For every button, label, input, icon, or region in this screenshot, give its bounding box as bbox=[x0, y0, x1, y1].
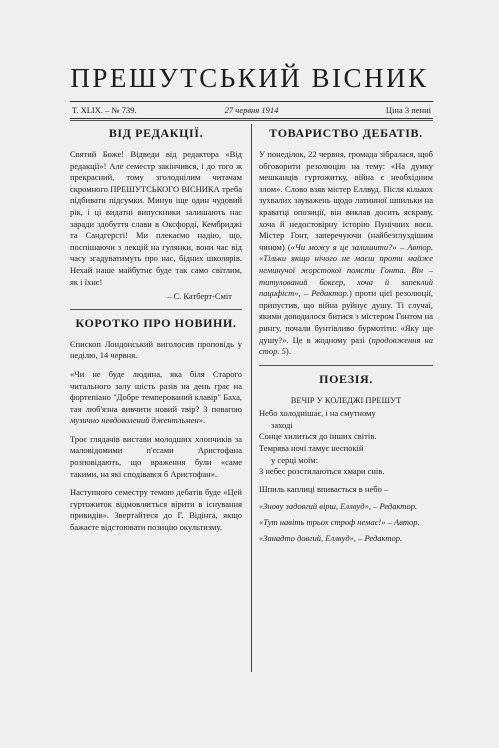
issue-price: Ціна 3 пенні bbox=[385, 105, 431, 115]
poem-line: Небо холоднішає, і на смутному bbox=[259, 408, 376, 419]
poem-note: «Знову задовгий вірш, Еллвуд», – Редактор. bbox=[259, 501, 418, 512]
left-column bbox=[70, 124, 242, 541]
news-item-aristophanes: Троє глядачів вистави молодших хлопчиків за маловідомими п'єсами Аристофана розповідають, що враження були «саме такими, на які сподівався б Аристофан». bbox=[70, 433, 242, 479]
poem-stanza bbox=[259, 408, 433, 478]
debate-report bbox=[259, 149, 433, 358]
poem-notes bbox=[259, 501, 433, 544]
news-piano-signature: музично невдоволений джентльмен bbox=[70, 415, 199, 426]
news-piano-text: «Чи не буде людина, яка біля Старого читального залу шість разів на день грає на фортепіано "Добре темперований клавір" Баха, тая люб'язна вивчити новий твір? З повагою bbox=[70, 368, 242, 414]
editorial-signature: – С. Катберт-Сміт bbox=[167, 291, 232, 302]
news-item-debates: Наступного семестру темою дебатів буде «Цей гуртожиток відмовляється вірити в існування привидів». Звертайтеся до Г. Відінга, якщо бажаєте відстоювати позицію окультизму. bbox=[70, 487, 242, 533]
column-divider bbox=[251, 124, 252, 672]
poem-title: ВЕЧІР У КОЛЕДЖІ ПРЕШУТ bbox=[290, 394, 402, 405]
news-heading: КОРОТКО ПРО НОВИНИ. bbox=[75, 315, 237, 330]
section-divider bbox=[70, 309, 242, 310]
editorial-heading: ВІД РЕДАКЦІЇ. bbox=[108, 126, 204, 140]
editorial-text: Святий Боже! Відведи від редактора «Від редакції»! Але семестр закінчився, і до того ж прекрасний, тому зголоднілим читачам скромного ПРЕШУТСЬКОГО ВІСНИКА треба підбивати підсумки. Минув іще один чудовий рік, і ці видатні випускники залишають нас заради здобуття слави в Оксфорді, Кембриджі та Сандгерсті! Ми плекаємо надію, що, поспішаючи з лекцій на гулянки, вони час від часу згадуватимуть про нас, бідних школярів. Нехай наше майбутнє буде так само світлим, як і їхнє! bbox=[70, 149, 242, 287]
poem-line: Сонце хилиться до інших світів. bbox=[259, 431, 377, 442]
poem-note: «Занадто довгий, Еллвуд», – Редактор. bbox=[259, 532, 403, 543]
right-column bbox=[259, 124, 433, 548]
debate-continued-note: продовження на стор. 5 bbox=[259, 334, 433, 357]
dateline bbox=[70, 101, 433, 119]
poem-line: у серці моїм: bbox=[271, 454, 319, 465]
news-item-bishop: Єпископ Лондонський виголосив проповідь у неділю, 14 червня. bbox=[70, 338, 242, 361]
section-divider bbox=[259, 365, 433, 366]
poem-line: Темрява ночі тамує неспокій bbox=[259, 443, 364, 454]
news-piano-close: ». bbox=[198, 415, 206, 426]
poem-stanza bbox=[259, 484, 433, 496]
debate-text-2: ) проти цієї резолюції, припустив, що війна руйнує душу. Ті случаї, якими доводилося битися з містером Гонтом на рингу, почали бунтівливо бурмотіти: «Яку ще душу?». Це в жодному разі ( bbox=[259, 288, 434, 345]
issue-number: Т. XLIX. – № 739. bbox=[72, 105, 137, 115]
debate-editor-aside: «Чи можу я це залишити?» – Автор. «Тільки якщо нічого не маєш проти майже неминучої жорстокої помсти Гонта. Він – титулований боксер, хоча й запеклий пацифіст», – Редактор. bbox=[259, 241, 433, 299]
poem-line: заході bbox=[271, 419, 293, 430]
debate-heading: ТОВАРИСТВО ДЕБАТІВ. bbox=[269, 126, 423, 140]
debate-text-3: ). bbox=[285, 346, 291, 357]
news-item-piano bbox=[70, 369, 242, 427]
masthead-title: ПРЕШУТСЬКИЙ ВІСНИК bbox=[70, 63, 429, 93]
poem-line: Шпиль каплиці впивається в небо – bbox=[259, 483, 389, 494]
poetry-heading: ПОЕЗІЯ. bbox=[319, 371, 373, 386]
issue-date: 27 червня 1914 bbox=[224, 105, 279, 115]
debate-text-1: У понеділок, 22 червня, громада зібралася, щоб обговорити резолюцію на тему: «На думку мешканців гуртожитку, війна є необхідним злом». Слово взяв містер Еллвуд. Після кількох зухвалих зауважень щодо латинної шпильки на краватці опозиції, він виклав досить яскраву, хоча й недостовірну історію Пунічних воєн. Містер Гонт, заперечуючи (найбезглуздішим чином) ( bbox=[259, 149, 433, 252]
header-rule bbox=[70, 120, 433, 121]
poem-note: «Тут навіть трьох строф немає!» – Автор. bbox=[259, 517, 420, 528]
poem-line: З небес розстилаються хмари снів. bbox=[259, 466, 385, 477]
